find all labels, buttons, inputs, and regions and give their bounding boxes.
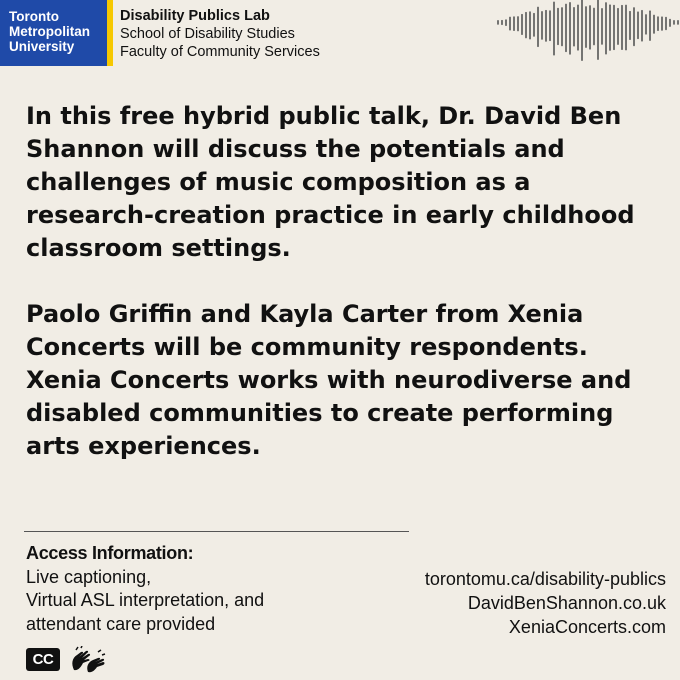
lab-name: Disability Publics Lab xyxy=(120,8,270,24)
link-disability-publics[interactable]: torontomu.ca/disability-publics xyxy=(424,569,666,589)
faculty-name: Faculty of Community Services xyxy=(120,44,320,60)
closed-captioning-icon: CC xyxy=(26,648,60,671)
divider xyxy=(24,531,409,532)
access-heading: Access Information: xyxy=(26,543,194,563)
link-xenia-concerts[interactable]: XeniaConcerts.com xyxy=(508,617,666,637)
access-line-captioning: Live captioning, xyxy=(26,566,152,587)
links xyxy=(425,567,666,639)
school-name: School of Disability Studies xyxy=(120,26,295,42)
asl-interpretation-icon xyxy=(68,646,108,674)
logo-line-1: Toronto xyxy=(9,9,59,24)
description xyxy=(26,100,656,496)
sound-wave-icon xyxy=(496,0,680,100)
talk-description: In this free hybrid public talk, Dr. David Ben Shannon will discuss the potentials and challenges of music composition as a research-creation practice in early childhood classroom settings. xyxy=(26,102,635,262)
lab-info xyxy=(120,7,320,61)
logo-line-2: Metropolitan xyxy=(9,24,90,39)
logo-line-3: University xyxy=(9,39,75,54)
link-david-ben-shannon[interactable]: DavidBenShannon.co.uk xyxy=(467,593,666,613)
tmu-logo xyxy=(0,0,113,66)
respondents-description: Paolo Griffin and Kayla Carter from Xenia Concerts will be community respondents. Xenia Concerts works with neurodiverse and disabled communities to create performing arts experiences. xyxy=(26,300,632,460)
access-information xyxy=(26,542,366,636)
access-line-care: attendant care provided xyxy=(26,613,216,634)
access-line-asl: Virtual ASL interpretation, and xyxy=(26,590,265,610)
